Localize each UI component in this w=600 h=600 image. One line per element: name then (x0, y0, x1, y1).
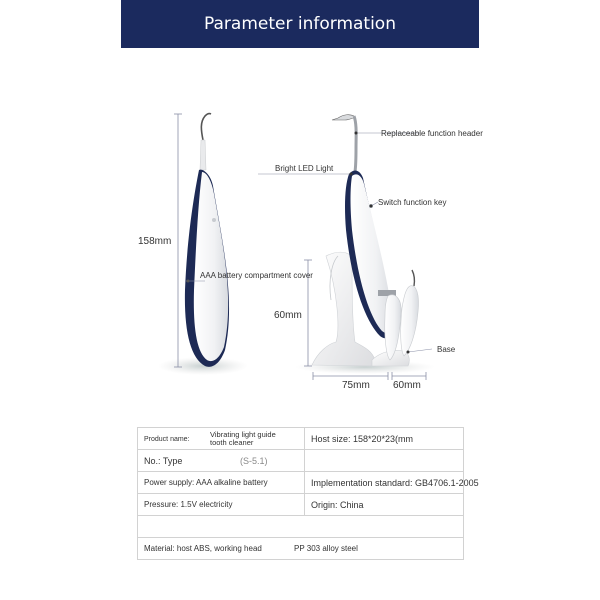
pressure-cell: Pressure: 1.5V electricity (138, 494, 305, 516)
left-switch (212, 218, 216, 222)
implementation-cell: Implementation standard: GB4706.1-2005 (305, 472, 464, 494)
material-cell (138, 538, 464, 560)
model-value: (S-5.1) (240, 455, 268, 466)
product-name-line2: tooth cleaner (210, 437, 254, 447)
battery-callout: AAA battery compartment cover (200, 271, 313, 280)
spare-holder-2 (401, 286, 419, 356)
empty-cell (305, 450, 464, 472)
left-tip (201, 114, 211, 140)
base-callout-line (408, 349, 432, 352)
spare-tip (412, 270, 414, 286)
product-name-key: Product name: (144, 435, 190, 443)
empty-row (138, 516, 464, 538)
base-depth-label: 60mm (393, 380, 421, 391)
product-name-line1: Vibrating light guide (210, 429, 276, 439)
spec-row (138, 494, 464, 516)
height-label: 158mm (138, 236, 172, 247)
material-left: Material: host ABS, working head (144, 544, 262, 553)
power-supply-cell: Power supply: AAA alkaline battery (138, 472, 305, 494)
left-neck (200, 140, 206, 170)
material-right: PP 303 alloy steel (294, 544, 358, 553)
switch-callout: Switch function key (378, 198, 447, 207)
header-callout: Replaceable function header (381, 129, 483, 138)
base-callout: Base (437, 345, 456, 354)
stand-height-label: 60mm (274, 310, 302, 321)
type-cell (138, 450, 305, 472)
type-key: No.: Type (144, 455, 183, 466)
spec-row (138, 516, 464, 538)
title-banner (121, 0, 479, 48)
product-illustration (0, 60, 600, 400)
spec-row (138, 450, 464, 472)
right-header-tip (332, 115, 354, 120)
spec-row (138, 472, 464, 494)
spec-row (138, 428, 464, 450)
product-diagram (0, 60, 600, 400)
base-width-label: 75mm (342, 380, 370, 391)
spec-table (137, 427, 479, 560)
spec-row (138, 538, 464, 560)
page-title: Parameter information (204, 14, 396, 34)
led-callout: Bright LED Light (275, 164, 334, 173)
right-header-neck (354, 116, 356, 172)
host-size-cell: Host size: 158*20*23(mm (305, 428, 464, 450)
product-name-cell (138, 428, 305, 450)
origin-cell: Origin: China (305, 494, 464, 516)
